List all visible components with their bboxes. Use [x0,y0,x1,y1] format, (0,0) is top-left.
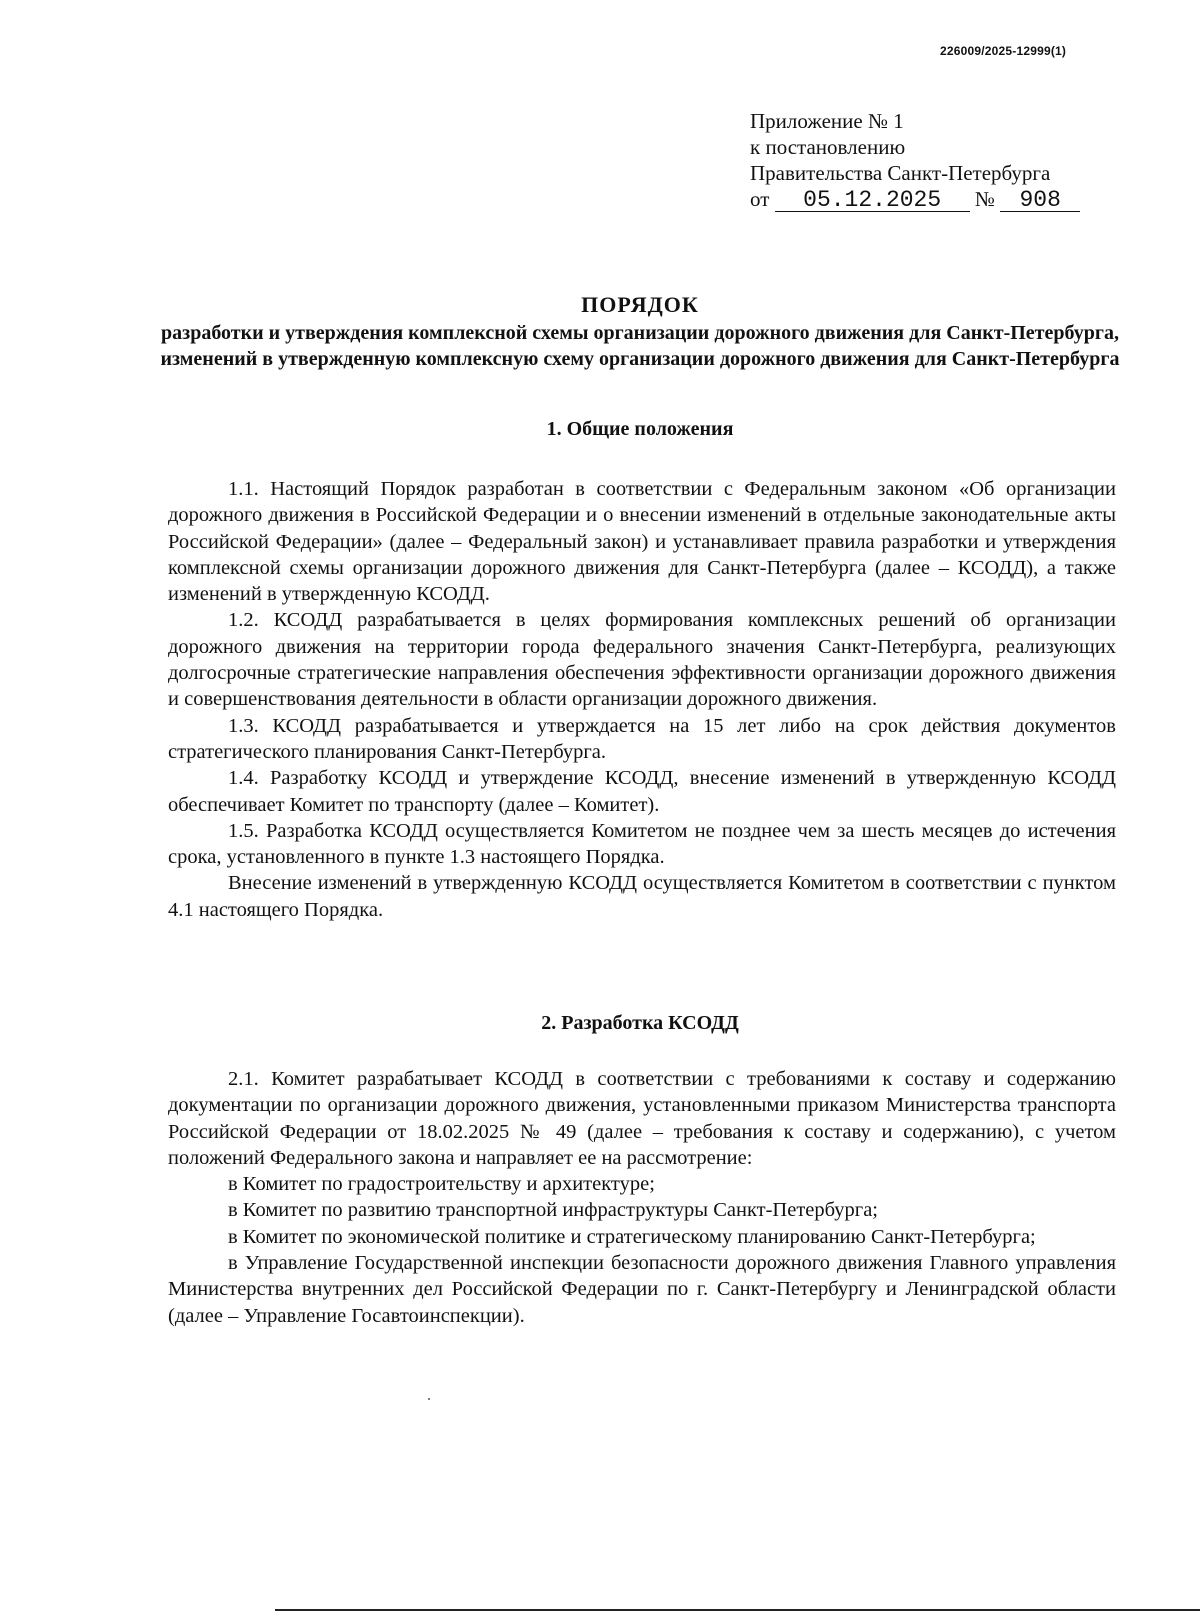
section-2-body [168,1066,1116,1329]
scan-edge-line [275,1609,1200,1611]
number-prefix: № [974,187,995,211]
scan-speck [428,1398,430,1400]
list-item: в Комитет по градостроительству и архитектуре; [228,1173,655,1196]
paragraph: 1.2. КСОДД разрабатывается в целях формирования комплексных решений об организации дорожного движения на территории города федерального значения Санкт-Петербурга, реализующих долгосрочные стратегические направления обеспечения эффективности организации дорожного движения и совершенствования деятельности в области организации дорожного движения. [168,609,1116,711]
resolution-date: 05.12.2025 [775,189,970,212]
section-1-body [168,476,1116,923]
list-item: в Управление Государственной инспекции безопасности дорожного движения Главного управления Министерства внутренних дел Российской Федерации по г. Санкт-Петербургу и Ленинградской области (далее – Управление Госавтоинспекции). [168,1252,1116,1327]
paragraph: 1.3. КСОДД разрабатывается и утверждается на 15 лет либо на срок действия документов стратегического планирования Санкт-Петербурга. [168,714,1116,763]
section-2-heading: 2. Разработка КСОДД [541,1012,739,1034]
paragraph: 2.1. Комитет разрабатывает КСОДД в соответствии с требованиями к составу и содержанию документации по организации дорожного движения, установленными приказом Министерства транспорта Российской Федерации от 18.02.2025 № 49 (далее – требования к составу и содержанию), с учетом положений Федерального закона и направляет ее на рассмотрение: [168,1068,1116,1169]
document-title [160,290,1120,372]
appendix-header [750,108,1080,212]
list-item: в Комитет по экономической политике и стратегическому планированию Санкт-Петербурга; [228,1225,1036,1248]
date-prefix: от [750,187,770,211]
appendix-date-line [750,186,1080,212]
registration-number: 226009/2025-12999(1) [940,44,1067,58]
appendix-ref: к постановлению [750,135,906,159]
title-subtitle: разработки и утверждения комплексной схемы организации дорожного движения для Санкт-Петербурга, изменений в утвержденную комплексную схему организации дорожного движения для Санкт-Петербурга [160,322,1120,370]
title-main: ПОРЯДОК [581,292,699,317]
appendix-authority: Правительства Санкт-Петербурга [750,161,1051,185]
paragraph: 1.1. Настоящий Порядок разработан в соответствии с Федеральным законом «Об организации дорожного движения в Российской Федерации и о внесении изменений в отдельные законодательные акты Российской Федерации» (далее – Федеральный закон) и устанавливает правила разработки и утверждения комплексной схемы организации дорожного движения для Санкт-Петербурга (далее – КСОДД), а также изменений в утвержденную КСОДД. [168,478,1116,606]
section-1-heading: 1. Общие положения [546,418,734,440]
list-item: в Комитет по развитию транспортной инфраструктуры Санкт-Петербурга; [228,1199,878,1222]
resolution-number: 908 [1000,189,1080,212]
paragraph: Внесение изменений в утвержденную КСОДД осуществляется Комитетом в соответствии с пунктом 4.1 настоящего Порядка. [168,872,1116,921]
paragraph: 1.4. Разработку КСОДД и утверждение КСОДД, внесение изменений в утвержденную КСОДД обеспечивает Комитет по транспорту (далее – Комитет). [168,767,1116,816]
appendix-title: Приложение № 1 [750,109,904,133]
paragraph: 1.5. Разработка КСОДД осуществляется Комитетом не позднее чем за шесть месяцев до истечения срока, установленного в пункте 1.3 настоящего Порядка. [168,819,1116,869]
